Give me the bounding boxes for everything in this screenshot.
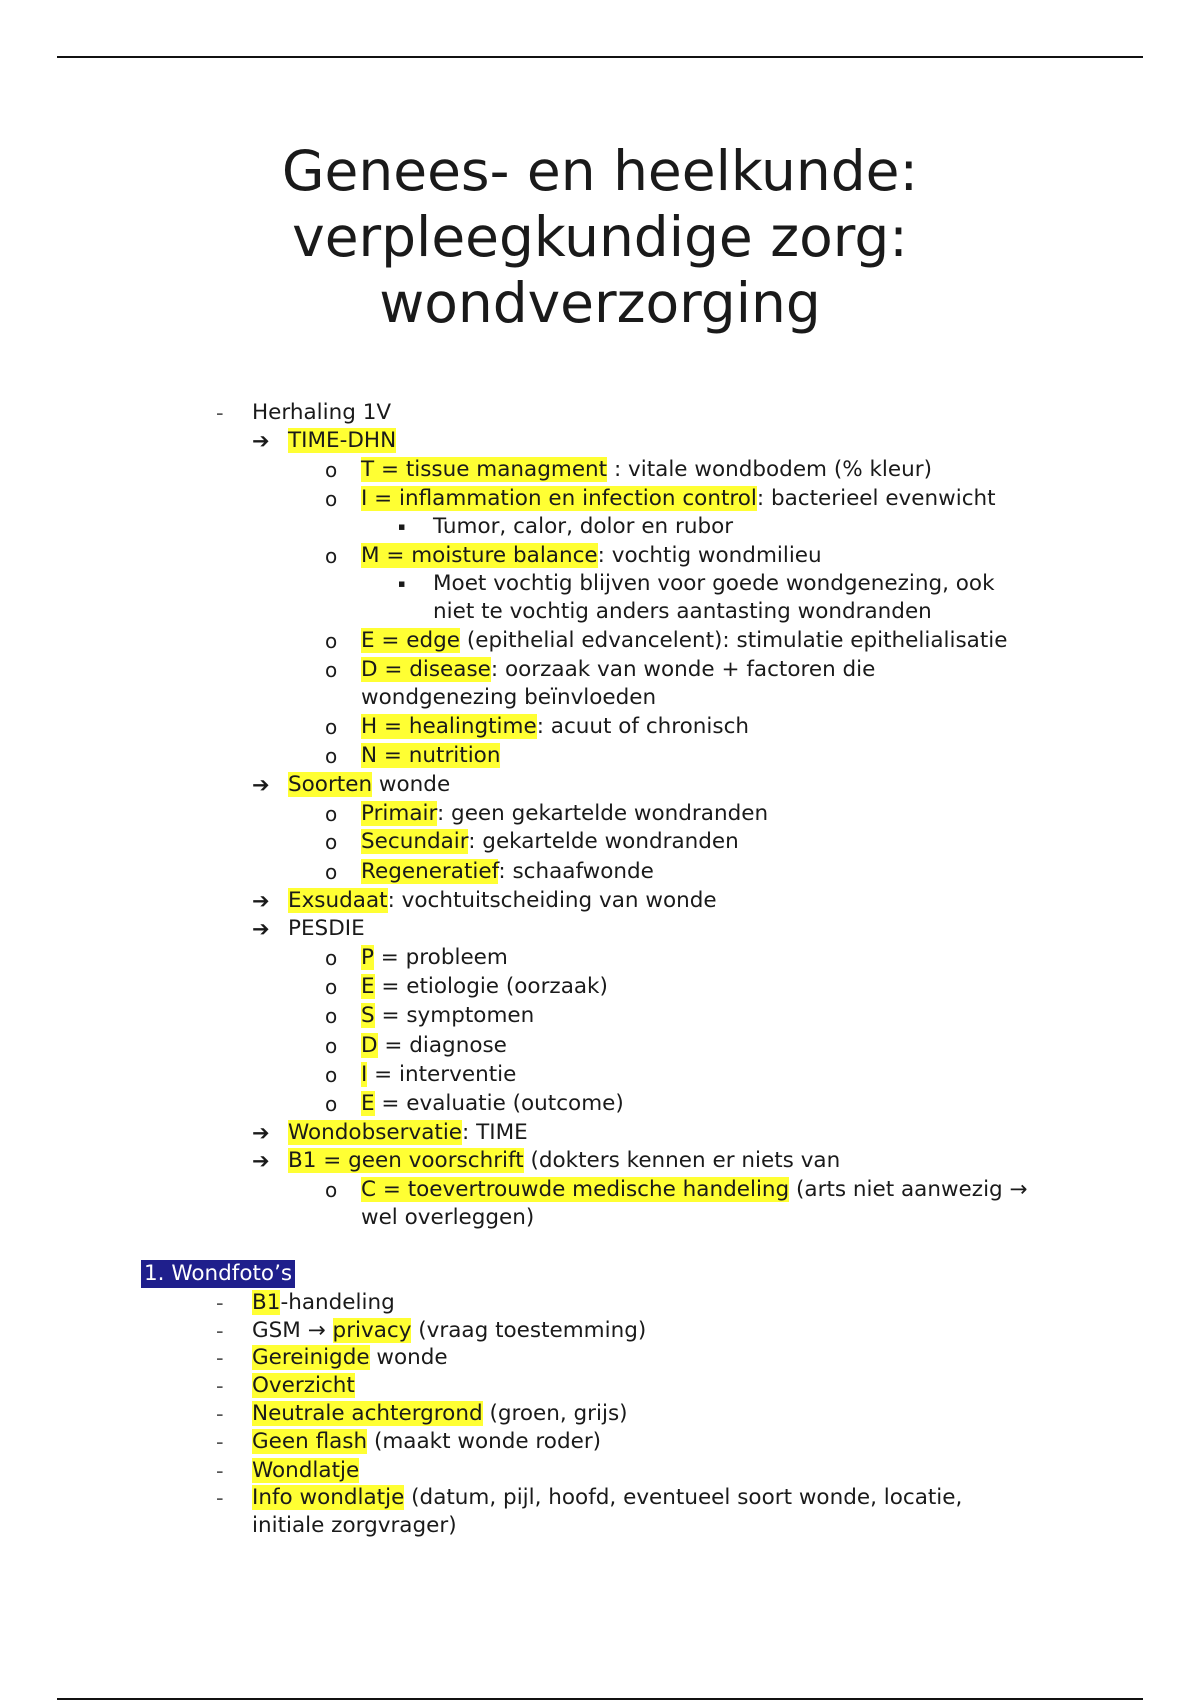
top-rule <box>57 56 1143 58</box>
circle-bullet: o <box>325 458 338 482</box>
list-item-vochtig-cont: niet te vochtig anders aantasting wondranden <box>433 599 932 624</box>
list-item-flash: Geen flash (maakt wonde roder) <box>252 1429 602 1454</box>
list-item-inflammation: I = inflammation en infection control: bacterieel evenwicht <box>361 486 996 511</box>
list-item-b1-handeling: B1-handeling <box>252 1290 395 1315</box>
list-item-info-wondlatje: Info wondlatje (datum, pijl, hoofd, eventueel soort wonde, locatie, <box>252 1485 963 1510</box>
list-item-herhaling: Herhaling 1V <box>252 400 392 425</box>
circle-bullet: o <box>325 629 338 653</box>
dash-bullet: - <box>216 1346 224 1370</box>
circle-bullet: o <box>325 860 338 884</box>
list-item-overzicht: Overzicht <box>252 1373 355 1398</box>
arrow-bullet-icon: ➔ <box>252 889 270 913</box>
circle-bullet: o <box>325 1034 338 1058</box>
title-line-2: verpleegkundige zorg: <box>292 205 908 269</box>
arrow-bullet-icon: ➔ <box>252 429 270 453</box>
list-item-gereinigde: Gereinigde wonde <box>252 1345 448 1370</box>
list-item-neutrale: Neutrale achtergrond (groen, grijs) <box>252 1401 628 1426</box>
dash-bullet: - <box>216 1291 224 1315</box>
list-item-toevertrouwde-cont: wel overleggen) <box>361 1205 535 1230</box>
list-item-evaluatie: E = evaluatie (outcome) <box>361 1091 624 1116</box>
dash-bullet: - <box>216 1374 224 1398</box>
title-line-3: wondverzorging <box>379 271 821 335</box>
list-item-disease-cont: wondgenezing beïnvloeden <box>361 685 657 710</box>
list-item-symptomen: S = symptomen <box>361 1003 535 1028</box>
list-item-diagnose: D = diagnose <box>361 1033 507 1058</box>
list-item-time-dhn: TIME-DHN <box>288 428 397 453</box>
list-item-edge: E = edge (epithelial edvancelent): stimulatie epithelialisatie <box>361 628 1008 653</box>
circle-bullet: o <box>325 830 338 854</box>
circle-bullet: o <box>325 487 338 511</box>
dash-bullet: - <box>216 1402 224 1426</box>
circle-bullet: o <box>325 544 338 568</box>
list-item-nutrition: N = nutrition <box>361 743 501 768</box>
circle-bullet: o <box>325 802 338 826</box>
section-heading-wondfotos: 1. Wondfoto’s <box>141 1260 295 1288</box>
arrow-bullet-icon: ➔ <box>252 1121 270 1145</box>
circle-bullet: o <box>325 975 338 999</box>
dash-bullet: - <box>216 1459 224 1483</box>
circle-bullet: o <box>325 744 338 768</box>
list-item-probleem: P = probleem <box>361 945 508 970</box>
list-item-exsudaat: Exsudaat: vochtuitscheiding van wonde <box>288 888 717 913</box>
dash-bullet: - <box>216 1430 224 1454</box>
title-line-1: Genees- en heelkunde: <box>281 139 919 203</box>
circle-bullet: o <box>325 1063 338 1087</box>
circle-bullet: o <box>325 1178 338 1202</box>
list-item-soorten: Soorten wonde <box>288 772 451 797</box>
list-item-secundair: Secundair: gekartelde wondranden <box>361 829 739 854</box>
circle-bullet: o <box>325 715 338 739</box>
list-item-primair: Primair: geen gekartelde wondranden <box>361 801 769 826</box>
page-title <box>0 138 1200 336</box>
list-item-disease: D = disease: oorzaak van wonde + factoren die <box>361 657 876 682</box>
list-item-tissue: T = tissue managment : vitale wondbodem (% kleur) <box>361 457 932 482</box>
list-item-info-wondlatje-cont: initiale zorgvrager) <box>252 1513 457 1538</box>
arrow-bullet-icon: ➔ <box>252 917 270 941</box>
dash-bullet: - <box>216 401 224 425</box>
list-item-etiologie: E = etiologie (oorzaak) <box>361 974 608 999</box>
square-bullet: ▪ <box>398 577 406 590</box>
list-item-toevertrouwde: C = toevertrouwde medische handeling (arts niet aanwezig → <box>361 1177 1028 1202</box>
dash-bullet: - <box>216 1486 224 1510</box>
list-item-tumor: Tumor, calor, dolor en rubor <box>433 514 734 539</box>
list-item-moisture: M = moisture balance: vochtig wondmilieu <box>361 543 822 568</box>
circle-bullet: o <box>325 946 338 970</box>
circle-bullet: o <box>325 1004 338 1028</box>
list-item-vochtig: Moet vochtig blijven voor goede wondgenezing, ook <box>433 571 995 596</box>
list-item-interventie: I = interventie <box>361 1062 517 1087</box>
dash-bullet: - <box>216 1319 224 1343</box>
list-item-b1: B1 = geen voorschrift (dokters kennen er niets van <box>288 1148 841 1173</box>
list-item-healingtime: H = healingtime: acuut of chronisch <box>361 714 750 739</box>
arrow-bullet-icon: ➔ <box>252 773 270 797</box>
list-item-wondobservatie: Wondobservatie: TIME <box>288 1120 528 1145</box>
list-item-wondlatje: Wondlatje <box>252 1458 360 1483</box>
circle-bullet: o <box>325 658 338 682</box>
circle-bullet: o <box>325 1092 338 1116</box>
list-item-pesdie: PESDIE <box>288 916 365 941</box>
arrow-bullet-icon: ➔ <box>252 1149 270 1173</box>
list-item-regeneratief: Regeneratief: schaafwonde <box>361 859 654 884</box>
square-bullet: ▪ <box>398 520 406 533</box>
list-item-gsm: GSM → privacy (vraag toestemming) <box>252 1318 647 1343</box>
